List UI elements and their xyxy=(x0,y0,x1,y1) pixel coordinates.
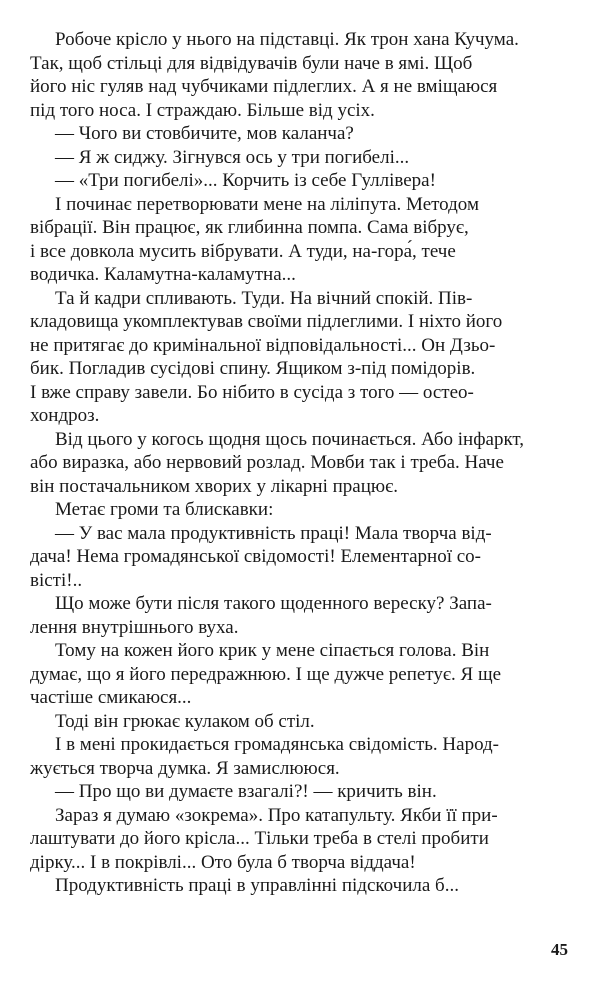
paragraph xyxy=(30,169,570,193)
paragraph xyxy=(30,28,570,122)
paragraph xyxy=(30,146,570,170)
text-line: Продуктивність праці в управлінні підскочила б... xyxy=(55,875,459,896)
text-line: хондроз. xyxy=(30,405,100,426)
text-line: Тоді він грюкає кулаком об стіл. xyxy=(55,710,315,732)
text-line: кладовища укомплектував своїми підлеглими. І ніхто його xyxy=(30,311,503,332)
text-line: водичка. Каламутна-каламутна... xyxy=(30,264,296,285)
page-number: 45 xyxy=(551,940,568,959)
paragraph xyxy=(30,498,570,522)
text-line: І в мені прокидається громадянська свідомість. Народ- xyxy=(55,734,500,755)
text-line: Що може бути після такого щоденного вереску? Запа- xyxy=(55,593,492,614)
text-line: під того носа. І страждаю. Більше від усіх. xyxy=(30,99,375,121)
text-line: Робоче крісло у нього на підставці. Як трон хана Кучума. xyxy=(55,29,519,50)
paragraph xyxy=(30,780,570,804)
paragraph xyxy=(30,733,570,780)
text-line: І вже справу завели. Бо нібито в сусіда з того — остео- xyxy=(30,381,474,403)
paragraph xyxy=(30,287,570,428)
text-line: не притягає до кримінальної відповідальності... Он Дзьо- xyxy=(30,334,496,356)
text-line: Та й кадри спливають. Туди. На вічний спокій. Пів- xyxy=(55,287,473,309)
text-line: вібрації. Він працює, як глибинна помпа. Сама вібрує, xyxy=(30,217,469,238)
text-line: він постачальником хворих у лікарні працює. xyxy=(30,475,398,497)
text-line: лаштувати до його крісла... Тільки треба в стелі пробити xyxy=(30,828,489,849)
text-line: Зараз я думаю «зокрема». Про катапульту. Якби її при- xyxy=(55,804,498,826)
text-line: Метає громи та блискавки: xyxy=(55,499,274,520)
text-line: лення внутрішнього вуха. xyxy=(30,616,239,638)
paragraph xyxy=(30,874,570,898)
text-line: Від цього у когось щодня щось починається. Або інфаркт, xyxy=(55,428,525,450)
paragraph xyxy=(30,639,570,710)
text-line: — Я ж сиджу. Зігнувся ось у три погибелі... xyxy=(55,146,410,168)
paragraph xyxy=(30,804,570,875)
paragraph xyxy=(30,193,570,287)
paragraph xyxy=(30,428,570,499)
text-line: частіше смикаюся... xyxy=(30,687,192,708)
text-line: Тому на кожен його крик у мене сіпається голова. Він xyxy=(55,640,490,661)
paragraph xyxy=(30,710,570,734)
paragraph xyxy=(30,122,570,146)
text-line: думає, що я його передражнюю. І ще дужче репетує. Я ще xyxy=(30,663,502,685)
page-body xyxy=(30,28,570,898)
text-line: — Про що ви думаєте взагалі?! — кричить він. xyxy=(55,781,437,802)
text-line: або виразка, або нервовий розлад. Мовби так і треба. Наче xyxy=(30,452,504,473)
paragraph xyxy=(30,592,570,639)
text-line: Так, щоб стільці для відвідувачів були наче в ямі. Щоб xyxy=(30,52,473,74)
text-line: дача! Нема громадянської свідомості! Елементарної со- xyxy=(30,546,482,567)
text-line: — Чого ви стовбичите, мов каланча? xyxy=(55,123,354,144)
text-line: вісті!.. xyxy=(30,569,83,591)
text-line: І починає перетворювати мене на ліліпута. Методом xyxy=(55,193,479,215)
text-line: бик. Погладив сусідові спину. Ящиком з-під помідорів. xyxy=(30,358,476,379)
text-line: дірку... І в покрівлі... Ото була б творча віддача! xyxy=(30,851,416,873)
text-line: — «Три погибелі»... Корчить із себе Гуллівера! xyxy=(55,170,436,191)
text-line: — У вас мала продуктивність праці! Мала творча від- xyxy=(55,522,492,544)
text-line: його ніс гуляв над чубчиками підлеглих. А я не вміщаюся xyxy=(30,76,498,97)
text-line: жується творча думка. Я замислююся. xyxy=(30,757,340,779)
text-line: і все довкола мусить вібрувати. А туди, на-гора́, тече xyxy=(30,240,456,262)
paragraph xyxy=(30,522,570,593)
